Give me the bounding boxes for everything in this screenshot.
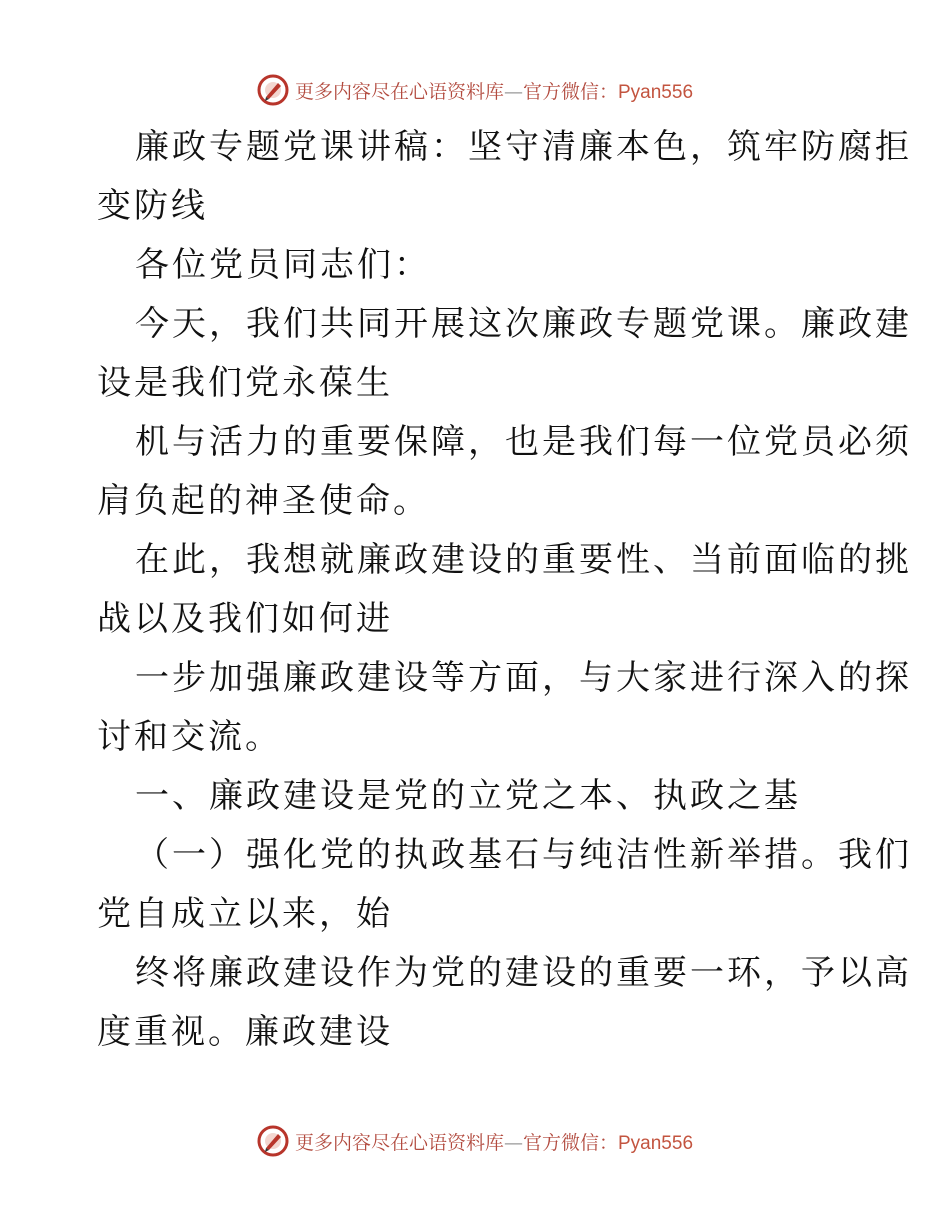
footer-watermark-banner — [0, 1121, 950, 1161]
document-title — [97, 118, 912, 236]
watermark-official: 官方微信： — [522, 80, 618, 103]
header-watermark-banner — [0, 70, 950, 110]
paragraph-5-line-2: 党自成立以来，始 — [97, 894, 393, 934]
paragraph-6-line-2: 度重视。廉政建设 — [97, 1012, 393, 1052]
watermark-text — [295, 1128, 693, 1155]
watermark-dash: — — [503, 1131, 523, 1154]
greeting — [97, 236, 857, 295]
paragraph-1 — [97, 295, 912, 413]
watermark-cn: 更多内容尽在心语资料库 — [294, 80, 504, 103]
pen-logo-icon — [257, 1125, 289, 1157]
paragraph-2-line-2: 肩负起的神圣使命。 — [97, 481, 430, 521]
watermark-dash: — — [503, 80, 523, 103]
paragraph-1-line-2: 设是我们党永葆生 — [97, 363, 393, 403]
paragraph-4-line-2: 讨和交流。 — [97, 717, 282, 757]
paragraph-3-line-2: 战以及我们如何进 — [97, 599, 393, 639]
pen-logo-icon — [257, 74, 289, 106]
paragraph-5-line-1: （一）强化党的执政基石与纯洁性新举措。我们 — [135, 835, 912, 875]
document-body — [97, 118, 912, 1062]
paragraph-4 — [97, 649, 912, 767]
title-line-2: 变防线 — [97, 186, 208, 226]
paragraph-6-line-1: 终将廉政建设作为党的建设的重要一环，予以高 — [135, 953, 912, 993]
title-line-1: 廉政专题党课讲稿：坚守清廉本色，筑牢防腐拒 — [135, 127, 912, 167]
paragraph-1-line-1: 今天，我们共同开展这次廉政专题党课。廉政建 — [135, 304, 912, 344]
watermark-cn: 更多内容尽在心语资料库 — [294, 1131, 504, 1154]
paragraph-5 — [97, 826, 912, 944]
paragraph-2 — [97, 413, 912, 531]
paragraph-6 — [97, 944, 912, 1062]
section-heading-1 — [97, 767, 857, 826]
watermark-official: 官方微信： — [522, 1131, 618, 1154]
watermark-wechat-id: Pyan556 — [618, 81, 694, 103]
paragraph-2-line-1: 机与活力的重要保障，也是我们每一位党员必须 — [135, 422, 912, 462]
watermark-text — [295, 77, 693, 104]
greeting-line: 各位党员同志们： — [135, 245, 431, 285]
paragraph-3-line-1: 在此，我想就廉政建设的重要性、当前面临的挑 — [135, 540, 912, 580]
section-heading-1-text: 一、廉政建设是党的立党之本、执政之基 — [135, 776, 801, 816]
paragraph-4-line-1: 一步加强廉政建设等方面，与大家进行深入的探 — [135, 658, 912, 698]
watermark-wechat-id: Pyan556 — [618, 1132, 694, 1154]
paragraph-3 — [97, 531, 912, 649]
